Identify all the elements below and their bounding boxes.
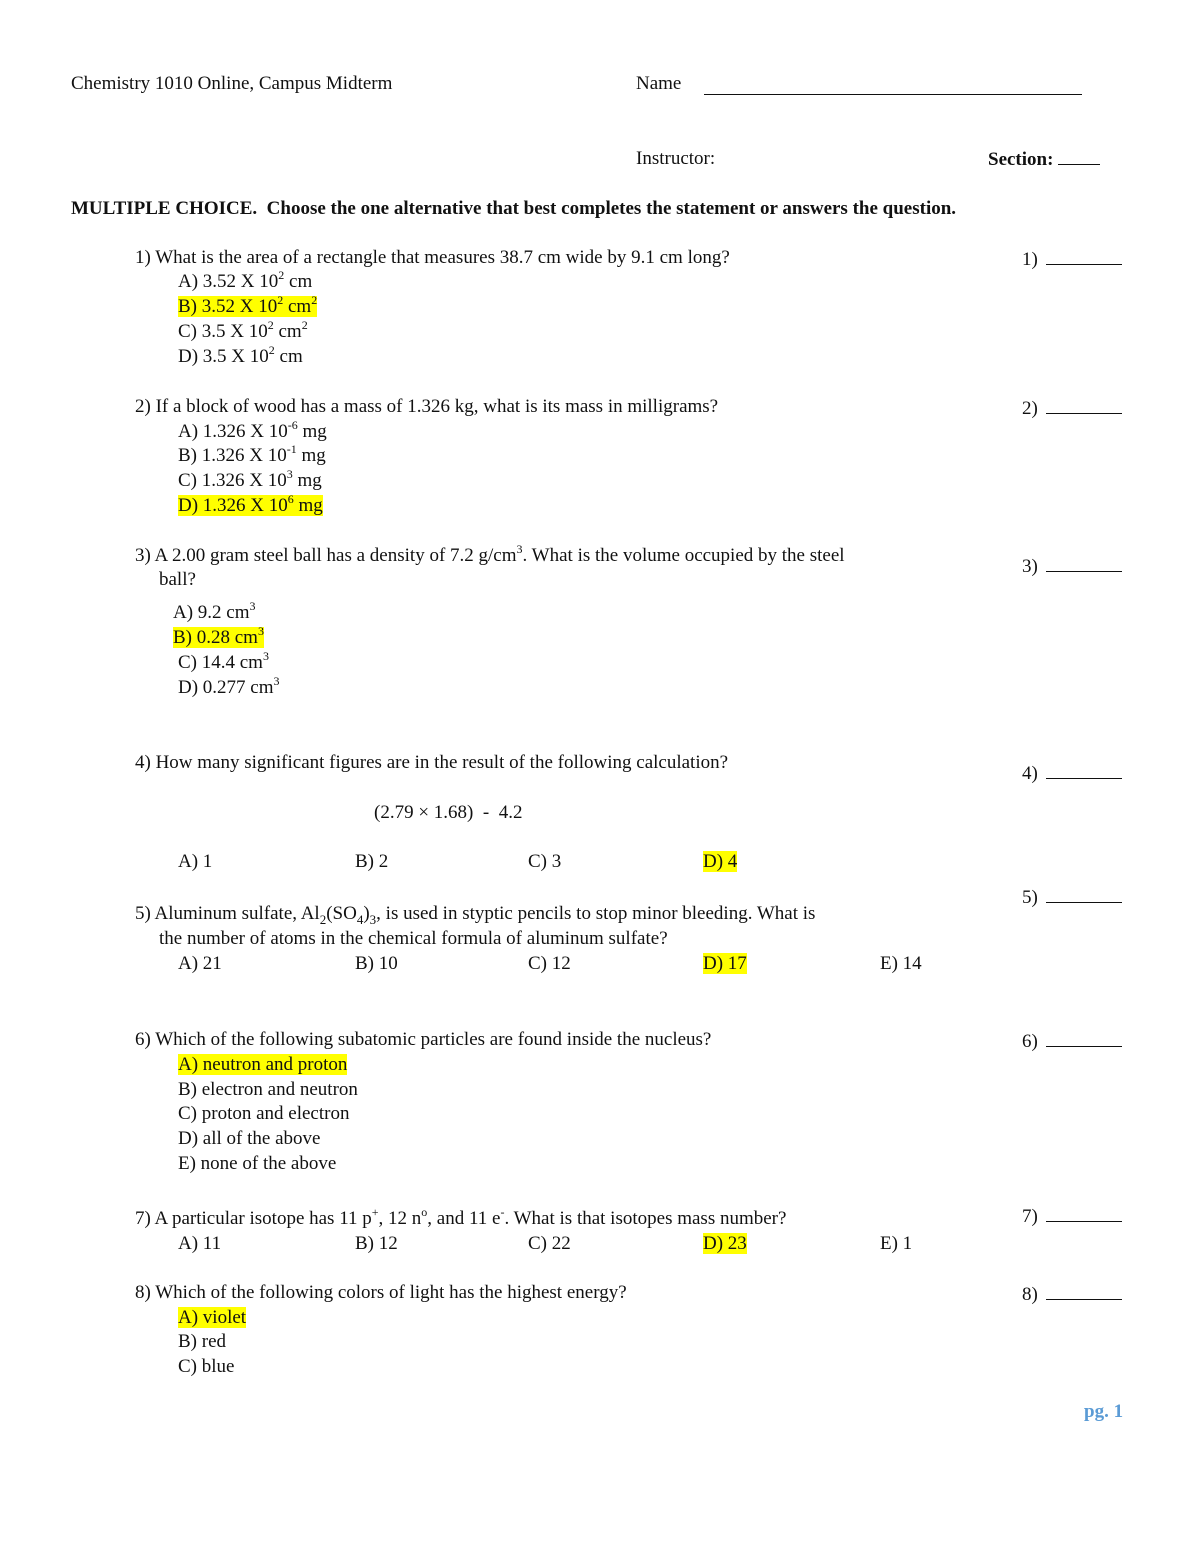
option[interactable]: E) none of the above <box>178 1153 337 1174</box>
answer-label: 3) <box>1022 556 1038 577</box>
name-field-line[interactable] <box>704 94 1082 95</box>
answer-label: 7) <box>1022 1206 1038 1227</box>
option[interactable]: B) red <box>178 1331 227 1352</box>
question-number: 6) <box>135 1029 151 1050</box>
option[interactable]: A) violet <box>178 1307 247 1328</box>
option[interactable]: A) 1 <box>178 851 213 872</box>
question-text: A particular isotope has 11 p+, 12 $n^o$, and 11 e-. What is that isotopes mass number? <box>154 1204 787 1229</box>
option[interactable]: B) 2 <box>355 851 389 872</box>
answer-label: 1) <box>1022 249 1038 270</box>
option[interactable]: B) 0.28 $cm^3$ <box>173 623 264 648</box>
question-5 <box>135 902 815 926</box>
answer-slot-1[interactable] <box>1022 246 1122 272</box>
answer-slot-3[interactable] <box>1022 553 1122 579</box>
answer-blank[interactable] <box>1046 1281 1122 1300</box>
course-title: Chemistry 1010 Online, Campus Midterm <box>71 73 393 94</box>
answer-slot-5[interactable] <box>1022 884 1122 910</box>
option[interactable]: B) 3.52 X $10^2$ $cm^2$ <box>178 292 318 317</box>
question-text-cont: ball? <box>159 569 196 590</box>
option[interactable]: A) neutron and proton <box>178 1054 348 1075</box>
option[interactable]: D) 17 <box>703 953 747 974</box>
instructions-text: Choose the one alternative that best completes the statement or answers the question. <box>266 198 957 219</box>
question-2 <box>135 395 718 419</box>
option[interactable]: C) 3 <box>528 851 562 872</box>
answer-slot-8[interactable] <box>1022 1281 1122 1307</box>
option[interactable]: D) 1.326 X $10^6$ mg <box>178 491 323 516</box>
answer-label: 8) <box>1022 1284 1038 1305</box>
option[interactable]: A) 1.326 X $10^{-6}$ mg <box>178 417 327 442</box>
question-text: What is the area of a rectangle that measures 38.7 cm wide by 9.1 cm long? <box>155 247 730 268</box>
option[interactable]: C) blue <box>178 1356 235 1377</box>
question-text: A 2.00 gram steel ball has a density of 7.2 $g/cm^3$. What is the volume occupied by the steel <box>154 541 845 566</box>
instructions-lead: MULTIPLE CHOICE. <box>71 198 258 219</box>
option[interactable]: D) all of the above <box>178 1128 321 1149</box>
option[interactable]: A) 21 <box>178 953 222 974</box>
option[interactable]: C) 22 <box>528 1233 571 1254</box>
instructor-label: Instructor: <box>636 148 716 169</box>
calculation-expression: (2.79 × 1.68) - 4.2 <box>374 802 523 823</box>
question-4 <box>135 751 728 775</box>
answer-blank[interactable] <box>1046 1028 1122 1047</box>
question-text: If a block of wood has a mass of 1.326 kg, what is its mass in milligrams? <box>155 396 719 417</box>
option[interactable]: B) electron and neutron <box>178 1079 358 1100</box>
question-1 <box>135 246 730 270</box>
question-number: 7) <box>135 1208 151 1229</box>
answer-slot-2[interactable] <box>1022 395 1122 421</box>
option[interactable]: C) 12 <box>528 953 571 974</box>
answer-blank[interactable] <box>1046 884 1122 903</box>
page-number: pg. 1 <box>1084 1401 1124 1422</box>
option[interactable]: B) 1.326 X $10^{-1}$ mg <box>178 441 326 466</box>
option[interactable]: E) 1 <box>880 1233 913 1254</box>
option[interactable]: C) 3.5 X $10^2$ $cm^2$ <box>178 317 308 342</box>
option[interactable]: C) proton and electron <box>178 1103 350 1124</box>
option[interactable]: D) 3.5 X $10^2$ cm <box>178 342 303 367</box>
answer-blank[interactable] <box>1046 395 1122 414</box>
answer-slot-6[interactable] <box>1022 1028 1122 1054</box>
option[interactable]: A) 3.52 X $10^2$ cm <box>178 267 313 292</box>
answer-blank[interactable] <box>1046 553 1122 572</box>
option[interactable]: E) 14 <box>880 953 922 974</box>
section-blank[interactable] <box>1058 147 1100 165</box>
question-8 <box>135 1281 627 1305</box>
answer-label: 4) <box>1022 763 1038 784</box>
answer-blank[interactable] <box>1046 246 1122 265</box>
instructions <box>71 197 956 221</box>
question-3 <box>135 541 845 568</box>
answer-label: 5) <box>1022 887 1038 908</box>
question-text: Which of the following colors of light has the highest energy? <box>155 1282 627 1303</box>
option[interactable]: B) 12 <box>355 1233 398 1254</box>
answer-slot-4[interactable] <box>1022 760 1122 786</box>
answer-blank[interactable] <box>1046 760 1122 779</box>
option[interactable]: C) 1.326 X $10^3$ mg <box>178 466 322 491</box>
question-6 <box>135 1028 711 1052</box>
question-7 <box>135 1204 787 1231</box>
question-text: Aluminum sulfate, $Al_2(SO_4)_3$, is used in styptic pencils to stop minor bleeding. What is <box>154 903 816 927</box>
answer-label: 2) <box>1022 398 1038 419</box>
question-text: How many significant figures are in the result of the following calculation? <box>155 752 729 773</box>
option[interactable]: A) 11 <box>178 1233 222 1254</box>
question-number: 8) <box>135 1282 151 1303</box>
option[interactable]: D) 4 <box>703 851 738 872</box>
question-number: 3) <box>135 545 151 566</box>
option[interactable]: C) 14.4 $cm^3$ <box>178 648 269 673</box>
question-text: Which of the following subatomic particles are found inside the nucleus? <box>155 1029 712 1050</box>
option[interactable]: D) 23 <box>703 1233 747 1254</box>
option[interactable]: B) 10 <box>355 953 398 974</box>
question-number: 5) <box>135 903 151 924</box>
name-label: Name <box>636 73 682 94</box>
question-text-cont: the number of atoms in the chemical formula of aluminum sulfate? <box>159 928 668 949</box>
option[interactable]: D) 0.277 $cm^3$ <box>178 673 280 698</box>
question-number: 1) <box>135 247 151 268</box>
section-label: Section: <box>988 149 1054 170</box>
answer-blank[interactable] <box>1046 1203 1122 1222</box>
question-number: 2) <box>135 396 151 417</box>
answer-label: 6) <box>1022 1031 1038 1052</box>
option[interactable]: A) 9.2 $cm^3$ <box>173 598 256 623</box>
section-field <box>988 147 1100 172</box>
question-number: 4) <box>135 752 151 773</box>
answer-slot-7[interactable] <box>1022 1203 1122 1229</box>
